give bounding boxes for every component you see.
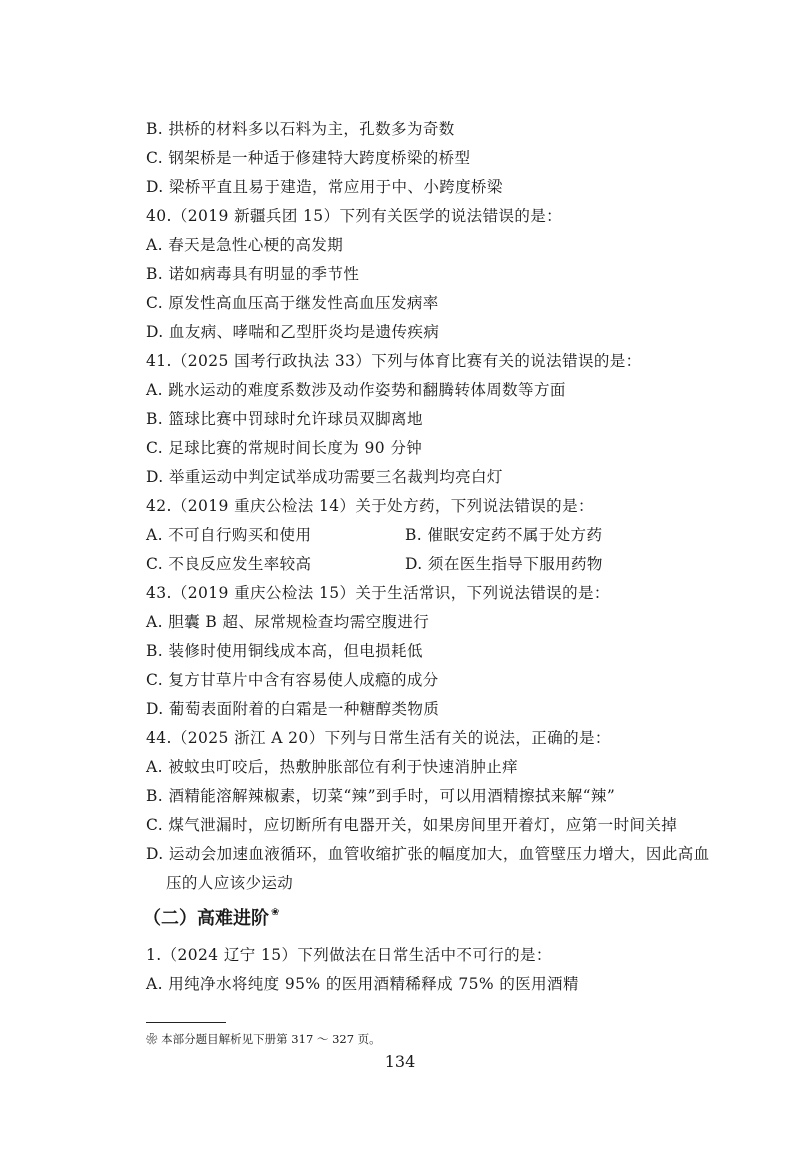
option-line: B. 篮球比赛中罚球时允许球员双脚离地 [146, 410, 423, 428]
option-line: 压的人应该少运动 [166, 874, 294, 892]
question-stem: 44.（2025 浙江 A 20）下列与日常生活有关的说法，正确的是： [146, 729, 611, 747]
option-line: D. 梁桥平直且易于建造，常应用于中、小跨度桥梁 [146, 178, 503, 196]
section-heading [143, 904, 279, 930]
section-title: （二）高难进阶 [143, 908, 269, 929]
option-line: C. 不良反应发生率较高 [146, 555, 312, 573]
option-line: C. 复方甘草片中含有容易使人成瘾的成分 [146, 671, 439, 689]
footnote: ❀ 本部分题目解析见下册第 317 ～ 327 页。 [146, 1032, 381, 1046]
option-line: D. 运动会加速血液循环，血管收缩扩张的幅度加大，血管壁压力增大，因此高血 [146, 845, 710, 863]
option-line: A. 不可自行购买和使用 [146, 526, 312, 544]
option-line: B. 拱桥的材料多以石料为主，孔数多为奇数 [146, 120, 455, 138]
option-line: B. 酒精能溶解辣椒素，切菜“辣”到手时，可以用酒精擦拭来解“辣” [146, 787, 616, 805]
option-line: B. 催眠安定药不属于处方药 [405, 526, 603, 544]
option-line: C. 钢架桥是一种适于修建特大跨度桥梁的桥型 [146, 149, 471, 167]
page-number: 134 [384, 1052, 416, 1071]
option-line: A. 胆囊 B 超、尿常规检查均需空腹进行 [146, 613, 430, 631]
option-line: C. 原发性高血压高于继发性高血压发病率 [146, 294, 439, 312]
question-stem: 43.（2019 重庆公检法 15）关于生活常识，下列说法错误的是： [146, 584, 610, 602]
option-line: B. 诺如病毒具有明显的季节性 [146, 265, 360, 283]
option-line: B. 装修时使用铜线成本高，但电损耗低 [146, 642, 423, 660]
option-line: D. 血友病、哮喘和乙型肝炎均是遗传疾病 [146, 323, 440, 341]
option-line: A. 跳水运动的难度系数涉及动作姿势和翻腾转体周数等方面 [146, 381, 566, 399]
question-stem: 41.（2025 国考行政执法 33）下列与体育比赛有关的说法错误的是： [146, 352, 642, 370]
option-line: D. 葡萄表面附着的白霜是一种糖醇类物质 [146, 700, 440, 718]
question-stem: 1.（2024 辽宁 15）下列做法在日常生活中不可行的是： [146, 946, 552, 964]
footnote-divider [146, 1022, 226, 1023]
option-line: D. 须在医生指导下服用药物 [405, 555, 603, 573]
option-line: A. 春天是急性心梗的高发期 [146, 236, 344, 254]
option-line: A. 用纯净水将纯度 95% 的医用酒精稀释成 75% 的医用酒精 [146, 975, 579, 993]
flower-mark-icon: ❀ [271, 907, 280, 918]
option-line: C. 煤气泄漏时，应切断所有电器开关，如果房间里开着灯，应第一时间关掉 [146, 816, 678, 834]
option-line: C. 足球比赛的常规时间长度为 90 分钟 [146, 439, 423, 457]
question-stem: 42.（2019 重庆公检法 14）关于处方药，下列说法错误的是： [146, 497, 594, 515]
option-line: A. 被蚊虫叮咬后，热敷肿胀部位有利于快速消肿止痒 [146, 758, 519, 776]
question-stem: 40.（2019 新疆兵团 15）下列有关医学的说法错误的是： [146, 207, 563, 225]
option-line: D. 举重运动中判定试举成功需要三名裁判均亮白灯 [146, 468, 503, 486]
